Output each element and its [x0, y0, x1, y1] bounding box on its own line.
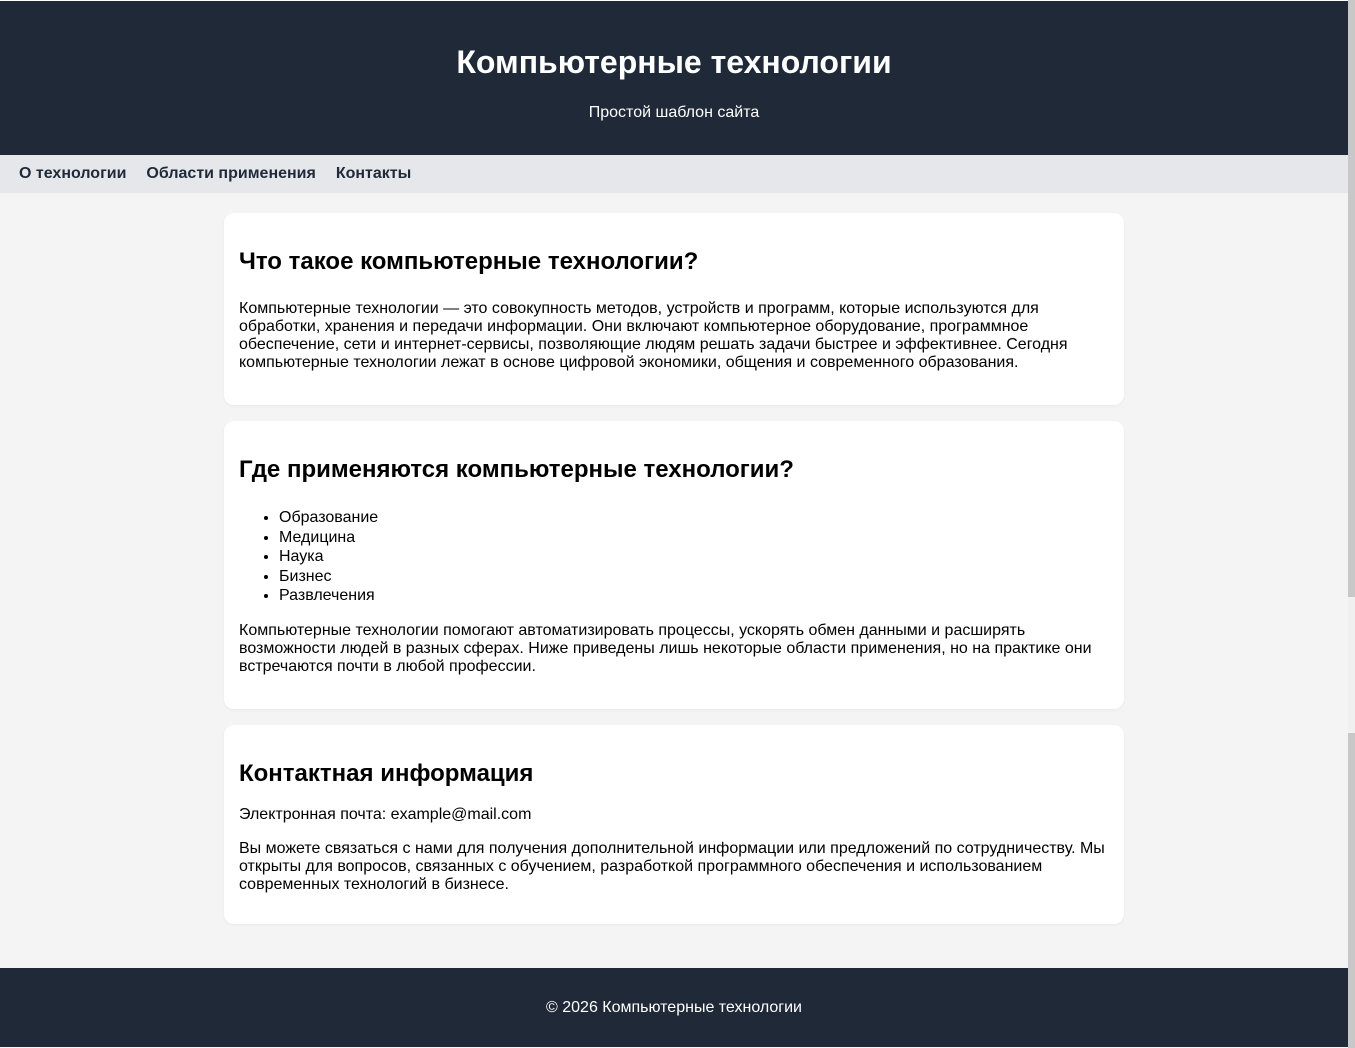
contact-email: Электронная почта: example@mail.com: [239, 805, 532, 823]
nav-link-uses[interactable]: Области применения: [146, 165, 316, 182]
contacts-text: Вы можете связаться с нами для получения дополнительной информации или предложений по сотрудничеству. Мы открыты для вопросов, связанных с обучением, разработкой программного обеспечения и использованием современных технологий в бизнесе.: [239, 839, 1105, 893]
site-footer: [0, 968, 1348, 1047]
uses-section: [224, 421, 1124, 709]
list-item: • Медицина: [279, 528, 1109, 548]
about-text: Компьютерные технологии — это совокупность методов, устройств и программ, которые используются для обработки, хранения и передачи информации. Они включают компьютерное оборудование, программное обеспечение, сети и интернет-сервисы, позволяющие людям решать задачи быстрее и эффективнее. Сегодня компьютерные технологии лежат в основе цифровой экономики, общения и современного образования.: [239, 300, 1068, 371]
list-item: • Развлечения: [279, 586, 1109, 606]
contacts-heading: Контактная информация: [239, 759, 534, 787]
uses-text: Компьютерные технологии помогают автоматизировать процессы, ускорять обмен данными и расширять возможности людей в разных сферах. Ниже приведены лишь некоторые области применения, но на практике они встречаются почти в любой профессии.: [239, 621, 1092, 675]
contacts-section: [224, 725, 1124, 924]
uses-list: [239, 508, 1109, 606]
about-section: [224, 213, 1124, 405]
main-nav: [0, 155, 1348, 193]
site-title: Компьютерные технологии: [456, 44, 892, 80]
nav-link-about[interactable]: О технологии: [19, 165, 127, 182]
about-heading: Что такое компьютерные технологии?: [239, 248, 699, 275]
list-item: • Наука: [279, 547, 1109, 567]
list-item: • Образование: [279, 508, 1109, 528]
nav-link-contacts[interactable]: Контакты: [335, 165, 412, 182]
uses-heading: Где применяются компьютерные технологии?: [239, 456, 794, 483]
list-item: • Бизнес: [279, 567, 1109, 587]
scrollbar-thumb[interactable]: [1348, 597, 1355, 733]
footer-copyright: © 2026 Компьютерные технологии: [546, 999, 802, 1016]
site-subtitle: Простой шаблон сайта: [588, 104, 760, 121]
site-header: [0, 0, 1348, 155]
scrollbar[interactable]: [1348, 0, 1355, 1048]
